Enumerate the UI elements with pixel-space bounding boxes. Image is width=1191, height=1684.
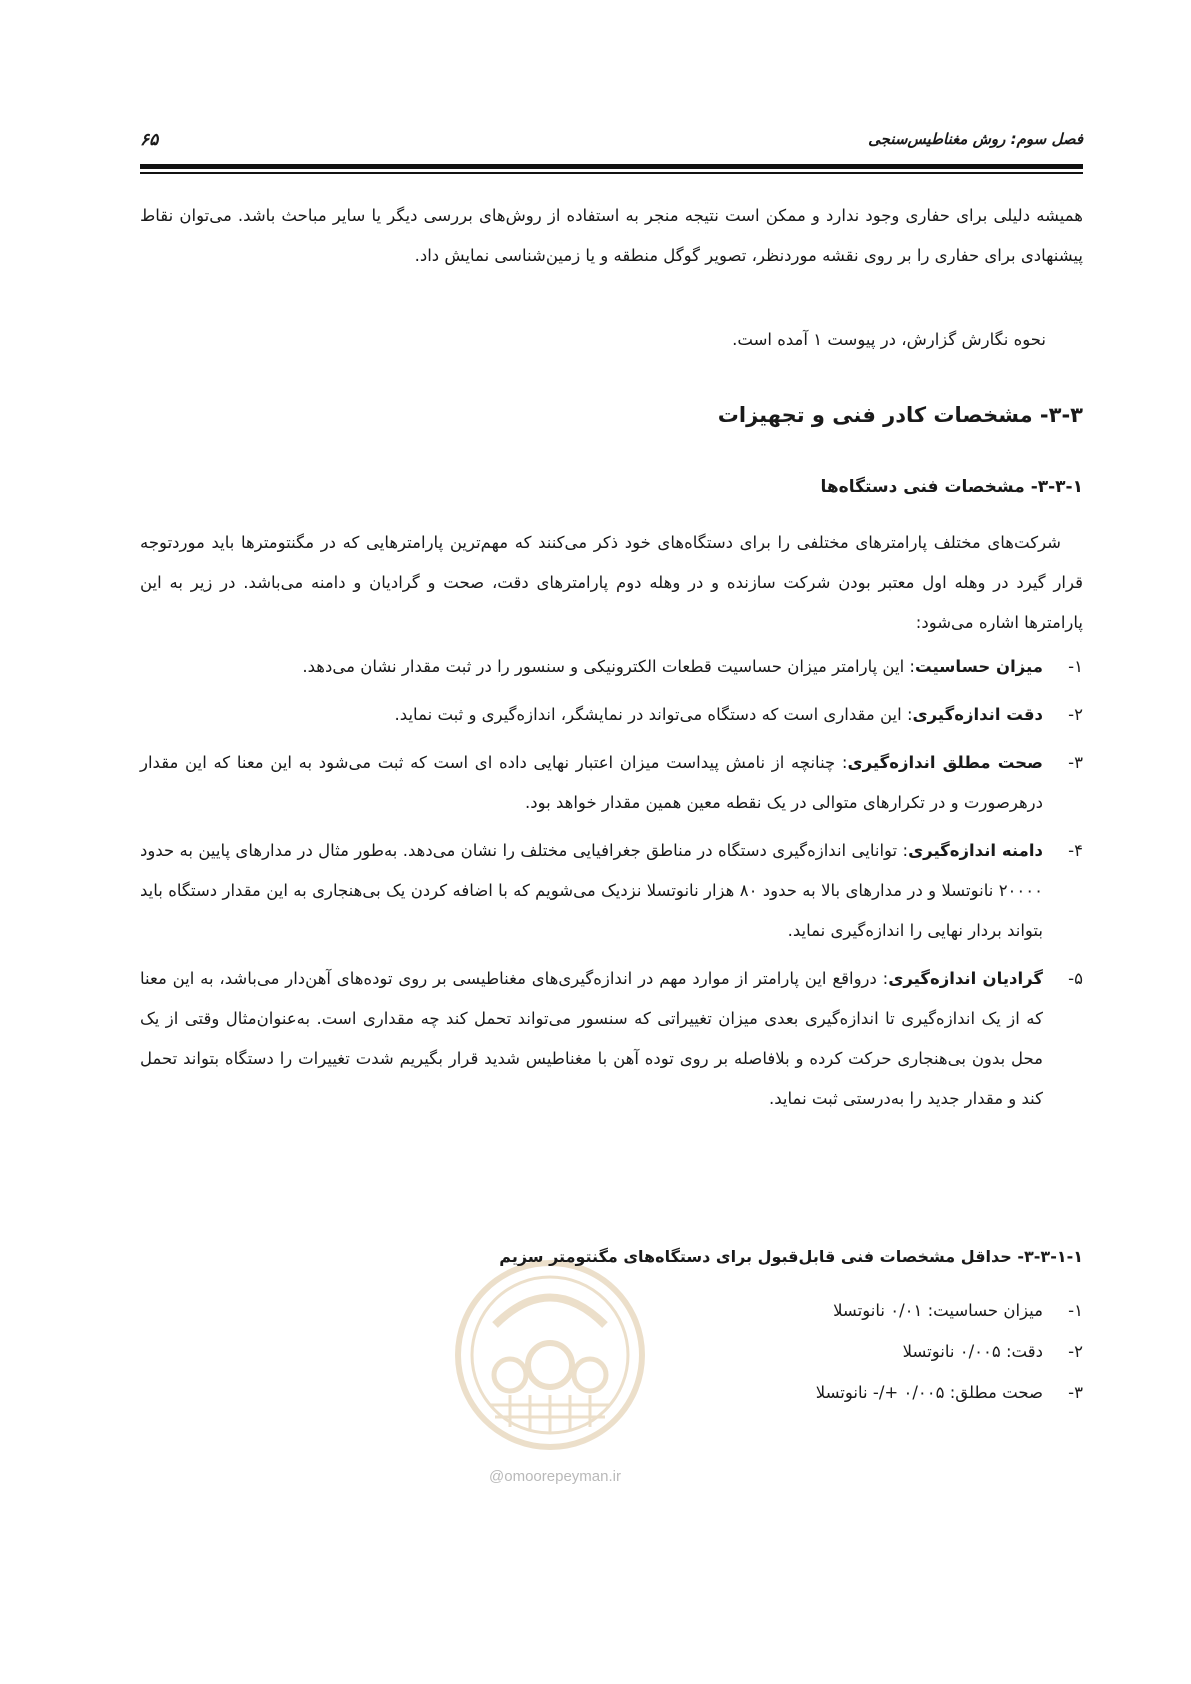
- list-item-text: دقت: ۰/۰۰۵ نانوتسلا: [902, 1342, 1043, 1361]
- header-rule-thick: [140, 164, 1083, 169]
- subsection-heading: [821, 477, 1084, 497]
- header-rule-thin: [140, 172, 1083, 174]
- page-number: ۶۵: [140, 130, 159, 150]
- subsection-paragraph: شرکت‌های مختلف پارامترهای مختلفی را برای دستگاه‌های خود ذکر می‌کنند که مهم‌ترین پارامترهایی که در مگنتومترها باید موردتوجه قرار گیرد در وهله اول معتبر بودن شرکت سازنده و در وهله دوم پارامترهای دقت، صحت و گرادیان و دامنه می‌باشد. در زیر به این پارامترها اشاره می‌شود:: [140, 533, 1083, 632]
- list-item-text: : درواقع این پارامتر از موارد مهم در اندازه‌گیری‌های مغناطیسی بر روی توده‌های آهن‌دار می‌باشد، به این معنا که از یک اندازه‌گیری تا اندازه‌گیری بعدی میزان تغییراتی که سنسور می‌تواند تحمل کند چه مقداری است. به‌عنوان‌مثال وقتی از یک محل بدون بی‌هنجاری حرکت کرده و بلافاصله بر روی توده آهن با مغناطیس شدید قرار بگیریم شدت تغییرات را دستگاه بتواند تحمل کند و مقدار جدید را به‌درستی ثبت نماید.: [140, 969, 1043, 1108]
- list-item-number: ۳-: [1068, 1383, 1083, 1402]
- subsubsection-title: حداقل مشخصات فنی قابل‌قبول برای دستگاه‌های مگنتومتر سزیم: [499, 1247, 1012, 1266]
- list-item: [140, 695, 1083, 735]
- running-header: [140, 126, 1083, 160]
- intro-paragraph: همیشه دلیلی برای حفاری وجود ندارد و ممکن است نتیجه منجر به استفاده از روش‌های بررسی دیگر یا سایر مباحث باشد. می‌توان نقاط پیشنهادی برای حفاری را بر روی نقشه موردنظر، تصویر گوگل منطقه و یا زمین‌شناسی نمایش داد.: [140, 206, 1083, 265]
- section-heading: [718, 403, 1083, 427]
- list-item: [140, 743, 1083, 823]
- watermark-url: @omoorepeyman.ir: [489, 1468, 621, 1485]
- list-item-term: گرادیان اندازه‌گیری: [888, 969, 1043, 988]
- report-note: نحوه نگارش گزارش، در پیوست ۱ آمده است.: [732, 330, 1046, 349]
- list-item-number: ۱-: [1068, 1301, 1083, 1320]
- list-item-text: : این مقداری است که دستگاه می‌تواند در نمایشگر، اندازه‌گیری و ثبت نماید.: [394, 705, 913, 724]
- list-item-text: صحت مطلق: ۰/۰۰۵ +/- نانوتسلا: [815, 1383, 1043, 1402]
- list-item-number: ۱-: [1068, 657, 1083, 676]
- section-title: مشخصات کادر فنی و تجهیزات: [717, 403, 1033, 427]
- list-item-term: دقت اندازه‌گیری: [912, 705, 1043, 724]
- list-item-text: میزان حساسیت: ۰/۰۱ نانوتسلا: [833, 1301, 1043, 1320]
- list-item: [140, 959, 1083, 1119]
- list-item: [140, 647, 1083, 687]
- list-item-text: : این پارامتر میزان حساسیت قطعات الکترونیکی و سنسور را در ثبت مقدار نشان می‌دهد.: [302, 657, 915, 676]
- list-item-text: : توانایی اندازه‌گیری دستگاه در مناطق جغرافیایی مختلف را نشان می‌دهد. به‌طور مثال در مدارهای پایین به حدود ۲۰۰۰۰ نانوتسلا و در مدارهای بالا به حدود ۸۰ هزار نانوتسلا نزدیک می‌شویم که با اضافه کردن یک بی‌هنجاری به این مقدار دستگاه باید بتواند بردار نهایی را اندازه‌گیری نماید.: [140, 841, 1043, 940]
- list-item: [140, 831, 1083, 951]
- list-item-number: ۲-: [1068, 705, 1083, 724]
- list-item-number: ۳-: [1068, 753, 1083, 772]
- list-item-number: ۵-: [1068, 969, 1083, 988]
- list-item-text: : چنانچه از نامش پیداست میزان اعتبار نهایی داده ای است که ثبت می‌شود به این معنا که این مقدار درهرصورت و در تکرارهای متوالی در یک نقطه معین همین مقدار خواهد بود.: [140, 753, 1043, 812]
- chapter-title: فصل سوم: روش مغناطیس‌سنجی: [868, 130, 1083, 148]
- min-specs-list: [816, 1290, 1083, 1413]
- watermark-seal-icon: [450, 1255, 650, 1455]
- list-item-term: میزان حساسیت: [914, 657, 1043, 676]
- list-item: [816, 1290, 1083, 1331]
- list-item-term: دامنه اندازه‌گیری: [908, 841, 1043, 860]
- subsection-number: ۳-۳-۱-: [1030, 477, 1083, 497]
- subsubsection-heading: [499, 1247, 1083, 1266]
- list-item: [816, 1372, 1083, 1413]
- list-item: [816, 1331, 1083, 1372]
- list-item-term: صحت مطلق اندازه‌گیری: [847, 753, 1043, 772]
- list-item-number: ۴-: [1068, 841, 1083, 860]
- subsubsection-number: ۳-۳-۱-۱-: [1017, 1247, 1083, 1266]
- parameters-list: [140, 647, 1083, 1119]
- list-item-number: ۲-: [1068, 1342, 1083, 1361]
- section-number: ۳-۳-: [1039, 403, 1083, 427]
- subsection-title: مشخصات فنی دستگاه‌ها: [820, 477, 1025, 497]
